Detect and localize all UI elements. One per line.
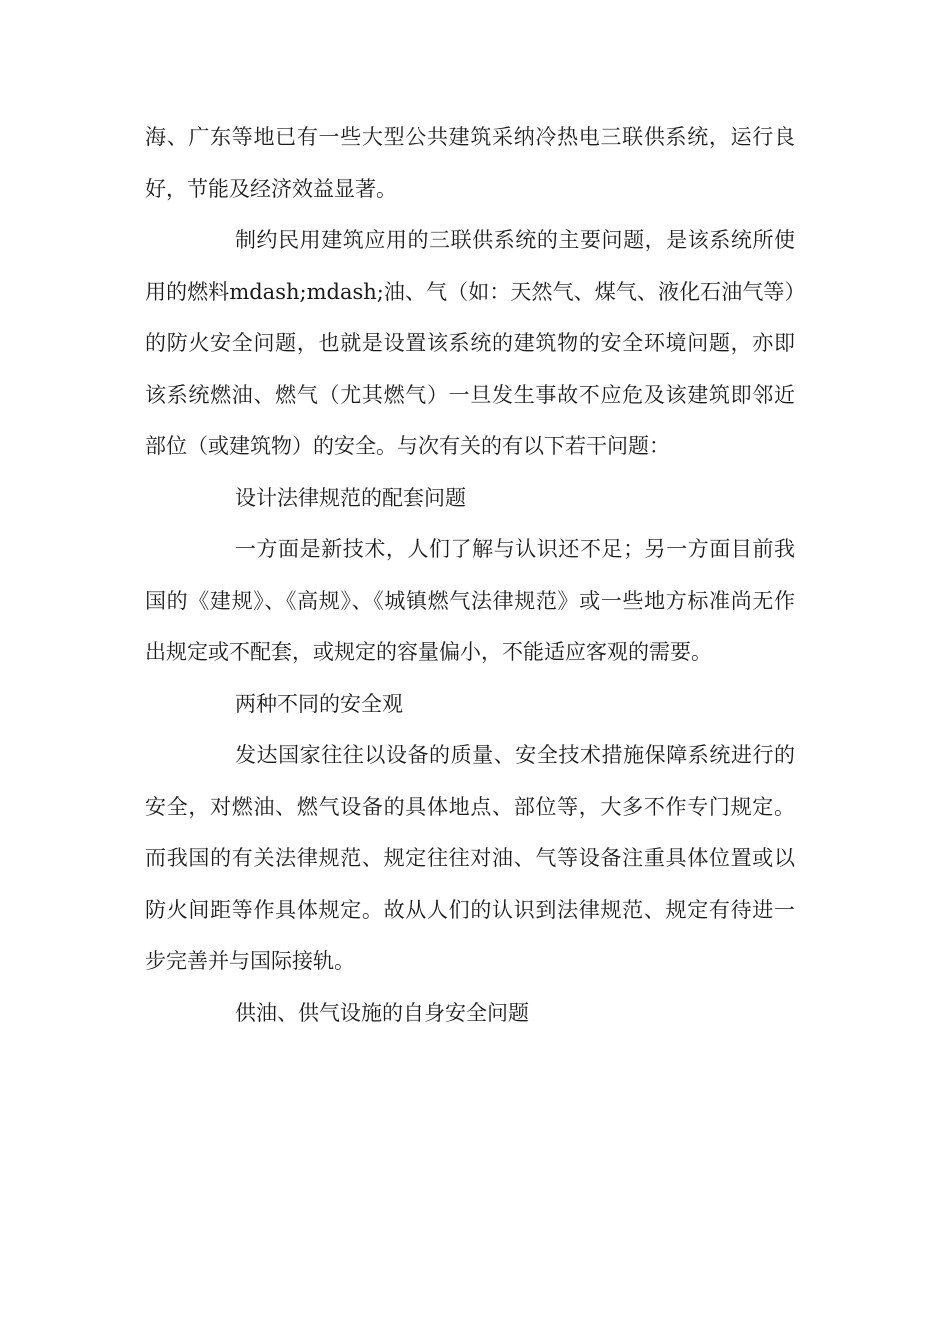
paragraph-continuation: 海、广东等地已有一些大型公共建筑采纳冷热电三联供系统，运行良好，节能及经济效益显著。 <box>145 125 795 201</box>
document-body <box>145 112 795 1039</box>
section-heading-supply-safety: 供油、供气设施的自身安全问题 <box>235 1000 529 1025</box>
paragraph-regulations: 一方面是新技术，人们了解与认识还不足；另一方面目前我国的《建规》、《高规》、《城镇燃气法律规范》或一些地方标准尚无作出规定或不配套，或规定的容量偏小，不能适应客观的需要。 <box>145 537 795 664</box>
section-heading-regulations: 设计法律规范的配套问题 <box>235 485 466 510</box>
paragraph-main-problem: 制约民用建筑应用的三联供系统的主要问题，是该系统所使用的燃料mdash;mdash;油、气（如：天然气、煤气、液化石油气等）的防火安全问题，也就是设置该系统的建筑物的安全环境问题，亦即该系统燃油、燃气（尤其燃气）一旦发生事故不应危及该建筑即邻近部位（或建筑物）的安全。与次有关的有以下若干问题： <box>145 228 795 458</box>
paragraph-safety-views: 发达国家往往以设备的质量、安全技术措施保障系统进行的安全，对燃油、燃气设备的具体地点、部位等，大多不作专门规定。而我国的有关法律规范、规定往往对油、气等设备注重具体位置或以防火间距等作具体规定。故从人们的认识到法律规范、规定有待进一步完善并与国际接轨。 <box>145 743 795 973</box>
section-heading-safety-views: 两种不同的安全观 <box>235 691 403 716</box>
